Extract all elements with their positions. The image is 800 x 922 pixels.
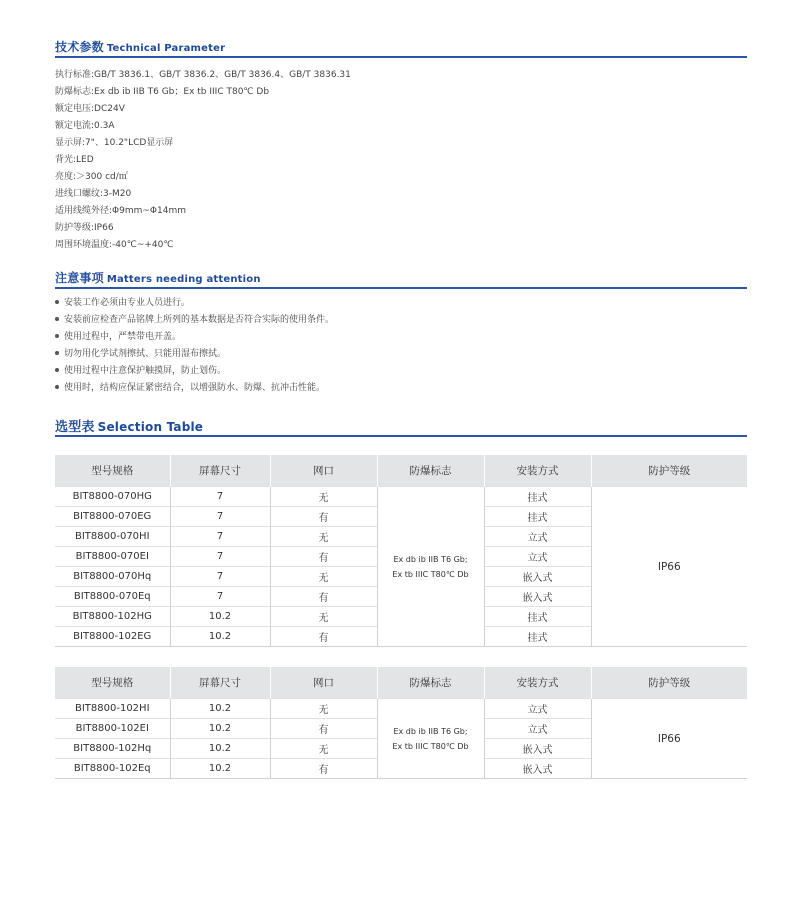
- selection-section-title: [55, 416, 747, 435]
- cell-net: 无: [270, 487, 377, 507]
- cell-protection: IP66: [591, 487, 747, 647]
- cell-net: 有: [270, 507, 377, 527]
- cell-net: 无: [270, 607, 377, 627]
- cell-net: 无: [270, 699, 377, 719]
- selection-table-2: [55, 667, 747, 779]
- cell-explosion-mark: Ex db ib IIB T6 Gb; Ex tb IIIC T80℃ Db: [377, 699, 484, 779]
- cell-size: 10.2: [170, 627, 270, 647]
- cell-net: 有: [270, 719, 377, 739]
- bullet-icon: [55, 351, 59, 355]
- cell-size: 10.2: [170, 699, 270, 719]
- table-header-row: [55, 455, 747, 487]
- spec-item: 执行标准:GB/T 3836.1、GB/T 3836.2、GB/T 3836.4、GB/T 3836.31: [55, 70, 351, 80]
- cell-net: 有: [270, 547, 377, 567]
- header-screen-size: 屏幕尺寸: [170, 667, 270, 699]
- spec-item: 背光:LED: [55, 155, 94, 165]
- spec-item: 额定电流:0.3A: [55, 121, 115, 131]
- cell-mount: 挂式: [484, 627, 591, 647]
- bullet-icon: [55, 300, 59, 304]
- selection-section-header: [55, 416, 747, 435]
- cell-model: BIT8800-102HG: [55, 607, 170, 627]
- selection-title-en: Selection Table: [97, 420, 204, 434]
- table-row: [55, 487, 747, 507]
- cell-net: 无: [270, 739, 377, 759]
- selection-table-1: [55, 455, 747, 647]
- cell-mount: 嵌入式: [484, 759, 591, 779]
- spec-item: 进线口螺纹:3-M20: [55, 189, 132, 199]
- cell-mount: 嵌入式: [484, 739, 591, 759]
- notes-title-cn: 注意事项: [55, 271, 104, 285]
- cell-net: 有: [270, 627, 377, 647]
- header-mount-type: 安装方式: [484, 455, 591, 487]
- cell-model: BIT8800-102Hq: [55, 739, 170, 759]
- cell-size: 7: [170, 587, 270, 607]
- header-explosion-mark: 防爆标志: [377, 667, 484, 699]
- table-row: [55, 699, 747, 719]
- cell-size: 10.2: [170, 719, 270, 739]
- cell-size: 7: [170, 487, 270, 507]
- cell-net: 有: [270, 759, 377, 779]
- cell-mount: 立式: [484, 527, 591, 547]
- cell-protection: IP66: [591, 699, 747, 779]
- cell-model: BIT8800-070Eq: [55, 587, 170, 607]
- cell-explosion-mark: Ex db ib IIB T6 Gb; Ex tb IIIC T80℃ Db: [377, 487, 484, 647]
- table-header-row: [55, 667, 747, 699]
- cell-model: BIT8800-102EG: [55, 627, 170, 647]
- cell-model: BIT8800-070HI: [55, 527, 170, 547]
- cell-model: BIT8800-070HG: [55, 487, 170, 507]
- cell-net: 无: [270, 567, 377, 587]
- header-screen-size: 屏幕尺寸: [170, 455, 270, 487]
- tech-title-cn: 技术参数: [55, 40, 104, 54]
- notes-section-header: [55, 269, 747, 286]
- cell-model: BIT8800-102EI: [55, 719, 170, 739]
- cell-size: 7: [170, 507, 270, 527]
- cell-size: 7: [170, 547, 270, 567]
- header-network-port: 网口: [270, 667, 377, 699]
- tech-section-header: [55, 38, 747, 55]
- cell-size: 10.2: [170, 607, 270, 627]
- selection-title-cn: 选型表: [55, 420, 95, 435]
- cell-model: BIT8800-070EG: [55, 507, 170, 527]
- spec-item: 亮度:＞300 cd/㎡: [55, 172, 128, 182]
- cell-model: BIT8800-102Eq: [55, 759, 170, 779]
- cell-size: 7: [170, 527, 270, 547]
- spec-item: 适用线缆外径:Φ9mm~Φ14mm: [55, 206, 186, 216]
- spec-item: 周围环境温度:-40℃~+40℃: [55, 240, 174, 250]
- tech-section-rule: [55, 56, 747, 58]
- header-model: 型号规格: [55, 667, 170, 699]
- cell-mount: 挂式: [484, 607, 591, 627]
- note-item: 使用时，结构应保证紧密结合，以增强防水、防爆、抗冲击性能。: [55, 380, 334, 397]
- cell-mount: 挂式: [484, 487, 591, 507]
- cell-net: 无: [270, 527, 377, 547]
- spec-item: 额定电压:DC24V: [55, 104, 125, 114]
- bullet-icon: [55, 368, 59, 372]
- notes-list: [55, 295, 334, 397]
- note-item: 安装工作必须由专业人员进行。: [55, 295, 334, 312]
- cell-net: 有: [270, 587, 377, 607]
- note-item: 使用过程中注意保护触摸屏，防止划伤。: [55, 363, 334, 380]
- header-mount-type: 安装方式: [484, 667, 591, 699]
- cell-size: 7: [170, 567, 270, 587]
- header-explosion-mark: 防爆标志: [377, 455, 484, 487]
- bullet-icon: [55, 385, 59, 389]
- cell-size: 10.2: [170, 739, 270, 759]
- header-protection: 防护等级: [591, 667, 747, 699]
- notes-title-en: Matters needing attention: [106, 274, 261, 285]
- bullet-icon: [55, 334, 59, 338]
- cell-model: BIT8800-070Hq: [55, 567, 170, 587]
- spec-item: 显示屏:7"、10.2"LCD显示屏: [55, 138, 174, 148]
- note-item: 安装前应检查产品铭牌上所列的基本数据是否符合实际的使用条件。: [55, 312, 334, 329]
- spec-item: 防爆标志:Ex db ib IIB T6 Gb；Ex tb IIIC T80℃ Db: [55, 87, 270, 97]
- note-item: 切勿用化学试剂擦拭、只能用湿布擦拭。: [55, 346, 334, 363]
- spec-item: 防护等级:IP66: [55, 223, 114, 233]
- header-model: 型号规格: [55, 455, 170, 487]
- cell-size: 10.2: [170, 759, 270, 779]
- cell-mount: 立式: [484, 547, 591, 567]
- cell-model: BIT8800-102HI: [55, 699, 170, 719]
- cell-mount: 挂式: [484, 507, 591, 527]
- cell-mount: 立式: [484, 719, 591, 739]
- notes-section-title: [55, 269, 747, 286]
- bullet-icon: [55, 317, 59, 321]
- tech-section-title: [55, 38, 747, 55]
- header-protection: 防护等级: [591, 455, 747, 487]
- cell-mount: 嵌入式: [484, 567, 591, 587]
- cell-mount: 立式: [484, 699, 591, 719]
- cell-model: BIT8800-070EI: [55, 547, 170, 567]
- notes-section-rule: [55, 287, 747, 289]
- cell-mount: 嵌入式: [484, 587, 591, 607]
- tech-spec-list: [55, 67, 351, 254]
- selection-section-rule: [55, 435, 747, 437]
- tech-title-en: Technical Parameter: [106, 43, 226, 54]
- note-item: 使用过程中，严禁带电开盖。: [55, 329, 334, 346]
- header-network-port: 网口: [270, 455, 377, 487]
